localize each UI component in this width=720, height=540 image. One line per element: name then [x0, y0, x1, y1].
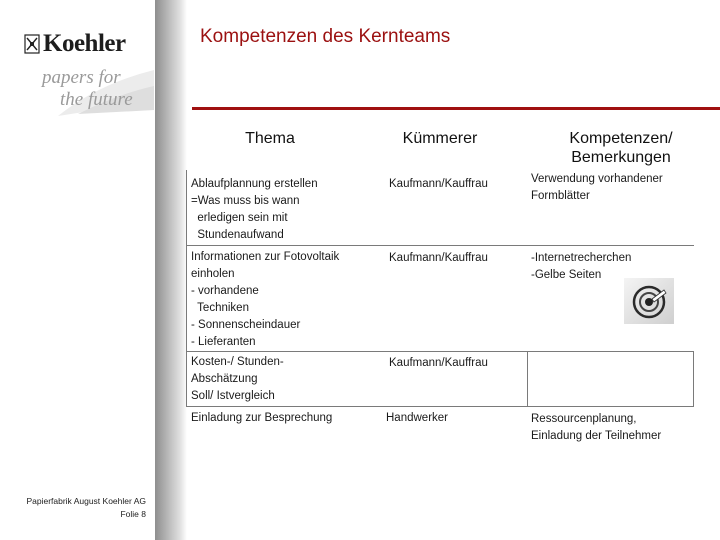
tagline-line-2: the future [60, 89, 133, 110]
sidebar [0, 0, 155, 540]
table-row-divider [186, 245, 694, 246]
koehler-logo [24, 30, 126, 58]
tagline-line-1: papers for [42, 67, 121, 88]
table-row-divider [186, 406, 694, 407]
table-cell-kompetenzen: -Internetrecherchen -Gelbe Seiten [531, 252, 632, 281]
page-title: Kompetenzen des Kernteams [200, 26, 451, 47]
table-cell-kompetenzen: Verwendung vorhandener Formblätter [531, 173, 663, 202]
sidebar-shadow [155, 0, 187, 540]
table-cell-thema: Einladung zur Besprechung [191, 412, 333, 424]
tagline [38, 64, 156, 120]
footer-company: Papierfabrik August Koehler AG [26, 496, 146, 506]
table-cell-kummerer: Kaufmann/Kauffrau [389, 252, 488, 264]
table-column-divider [527, 351, 528, 406]
logo-text: Koehler [43, 30, 126, 57]
column-header-kummerer: Kümmerer [402, 130, 478, 147]
table-column-divider [186, 170, 187, 406]
table-cell-kummerer: Kaufmann/Kauffrau [389, 357, 488, 369]
table-column-divider [693, 351, 694, 406]
table-cell-kompetenzen: Ressourcenplanung, Einladung der Teilnehmer [531, 413, 662, 442]
table-cell-thema: Kosten-/ Stunden- Abschätzung Soll/ Istvergleich [191, 356, 284, 402]
table-cell-kummerer: Kaufmann/Kauffrau [389, 178, 488, 190]
table-row-divider [186, 351, 694, 352]
footer-slide-number: Folie 8 [120, 509, 146, 519]
table-cell-thema: Informationen zur Fotovoltaik einholen - vorhandene Techniken - Sonnenscheindauer - Lieferanten [191, 251, 340, 348]
table-cell-kummerer: Handwerker [386, 412, 448, 424]
title-rule [192, 107, 720, 110]
table-cell-thema: Ablaufplannung erstellen =Was muss bis wann erledigen sein mit Stundenaufwand [191, 178, 318, 241]
speaker-sound-icon[interactable] [624, 278, 674, 324]
koehler-crest-icon [24, 34, 40, 54]
column-header-thema: Thema [245, 130, 295, 147]
column-header-kompetenzen: Kompetenzen/ Bemerkungen [569, 130, 673, 166]
